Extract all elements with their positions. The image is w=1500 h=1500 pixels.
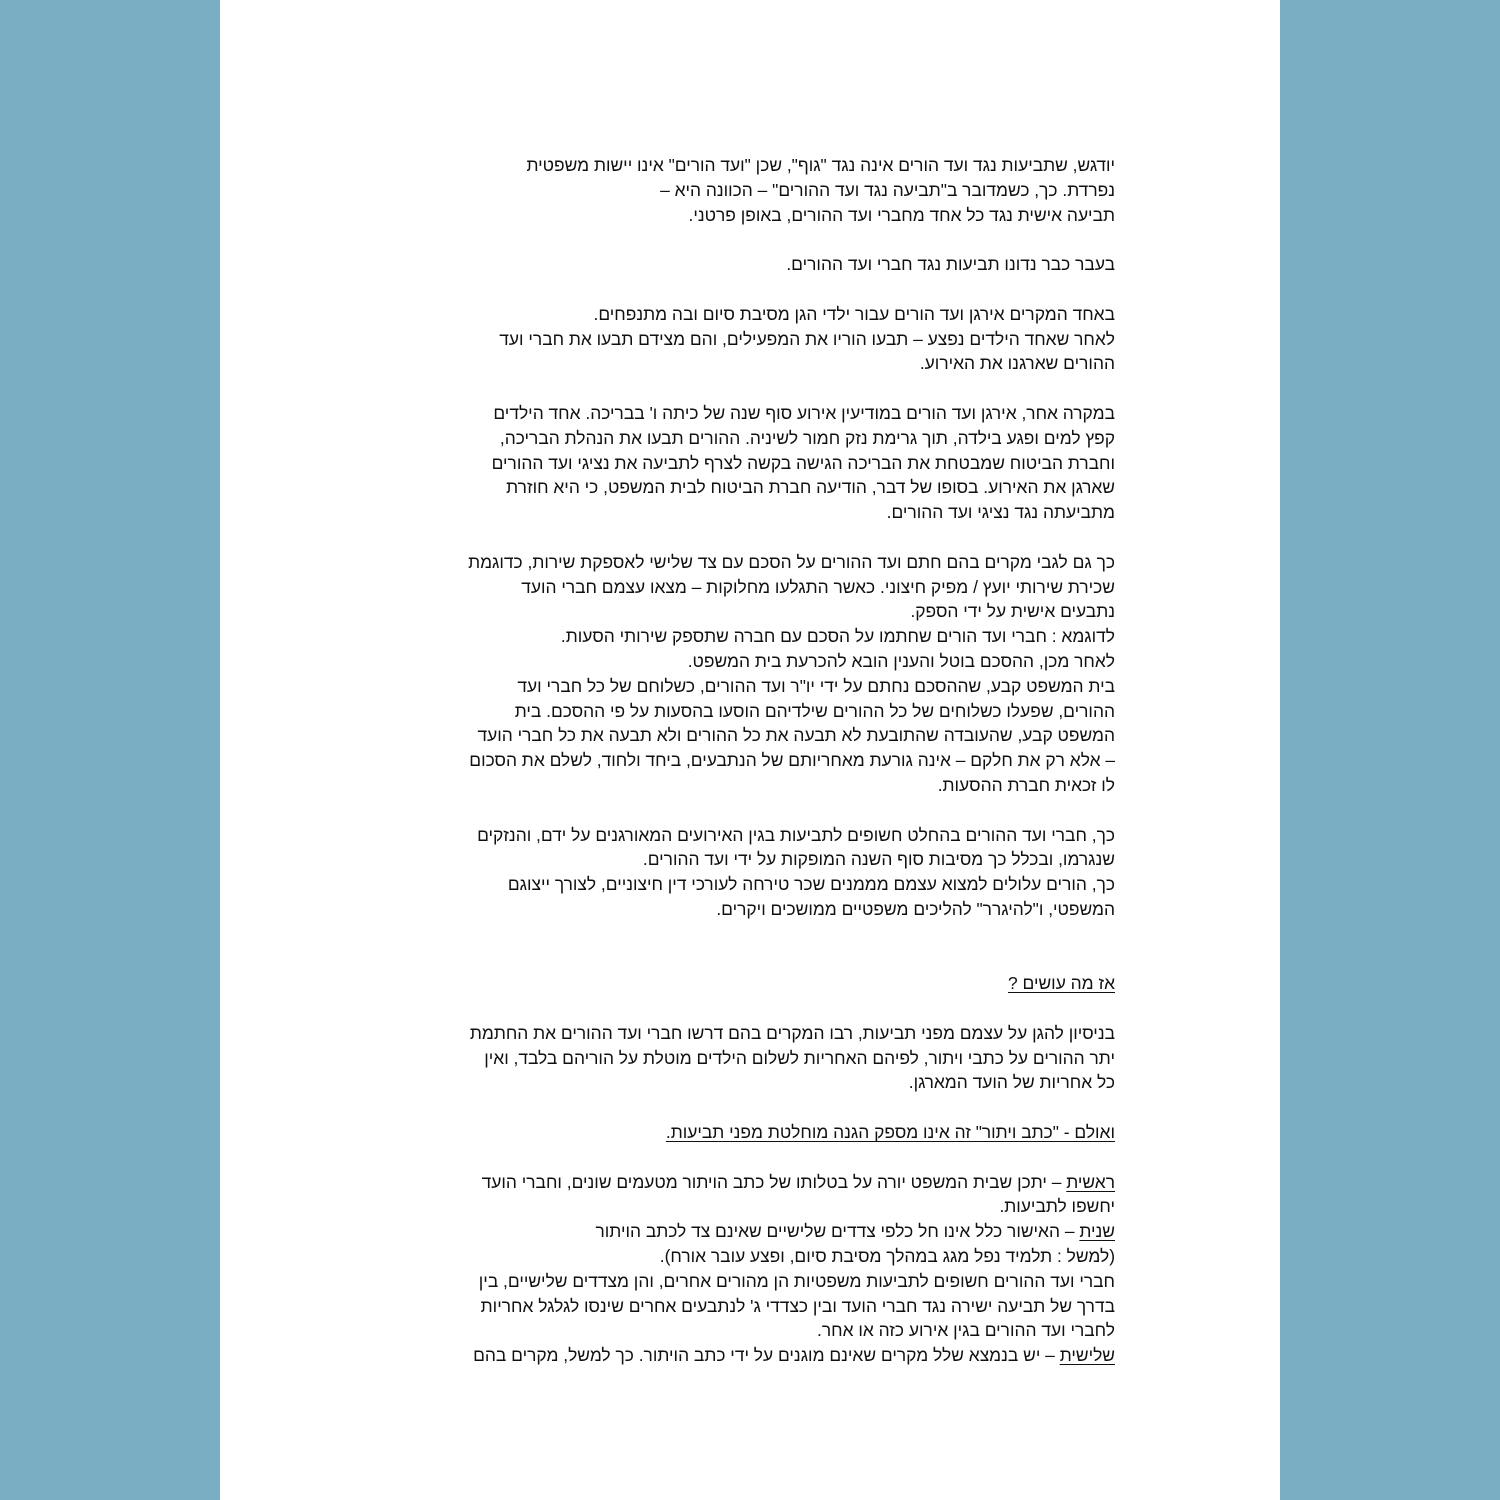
third-rest: – יש בנמצא שלל מקרים שאינם מוגנים על ידי כתב הויתור. כך למשל, מקרים בהם: [473, 1345, 1060, 1366]
text-line: שכירת שירותי יועץ / מפיק חיצוני. כאשר התגלעו מחלוקות – מצאו עצמם חברי הועד: [521, 576, 1115, 597]
text-line: קפץ למים ופגע בילדה, תוך גרימת נזק חמור לשיניה. ההורים תבעו את הנהלת הבריכה,: [499, 427, 1115, 448]
first-rest: – יתכן שבית המשפט יורה על בטלותו של כתב הויתור מטעמים שונים, וחברי הועד: [481, 1171, 1067, 1192]
text-line: בניסיון להגן על עצמם מפני תביעות, רבו המקרים בהם דרשו חברי ועד ההורים את החתמת: [469, 1022, 1115, 1043]
third-label: שלישית: [1059, 1345, 1115, 1366]
text-line: – אלא רק את חלקם – אינה גורעת מאחריותם של הנתבעים, ביחד ולחוד, לשלם את הסכום: [469, 750, 1115, 771]
text-line: לדוגמא : חברי ועד הורים שחתמו על הסכם עם חברה שתספק שירותי הסעות.: [560, 626, 1115, 647]
text-line: יודגש, שתביעות נגד ועד הורים אינה נגד "גוף", שכן "ועד הורים" אינו יישות משפטית: [526, 155, 1115, 175]
document-page: [220, 0, 1280, 1500]
text-line: כך, הורים עלולים למצוא עצמם מממנים שכר טירחה לעורכי דין חיצוניים, לצורך ייצוגם: [507, 874, 1115, 895]
text-line: בית המשפט קבע, שההסכם נחתם על ידי יו"ר ועד ההורים, כשלוחם של כל חברי ועד: [517, 675, 1115, 696]
paragraph-past-claims: [375, 252, 1115, 277]
text-line: נפרדת. כך, כשמדובר ב"תביעה נגד ועד ההורים" – הכוונה היא –: [660, 179, 1115, 200]
text-line: וחברת הביטוח שמבטחת את הבריכה הגישה בקשה לצרף לתביעה את נציגי ועד ההורים: [491, 452, 1115, 473]
text-line: שארגן את האירוע. בסופו של דבר, הודיעה חברת הביטוח לבית המשפט, כי היא חוזרת: [506, 477, 1115, 498]
text-line: המשפטי, ו"להיגרר" להליכים משפטיים ממושכים ויקרים.: [716, 898, 1115, 919]
text-line: נתבעים אישית על ידי הספק.: [910, 601, 1115, 622]
paragraph-case-kindergarten: [375, 302, 1115, 376]
text-line: ההורים, שפעלו כשלוחים של כל ההורים שילדיהם הוסעו בהסעות על פי ההסכם. בית: [514, 700, 1115, 721]
text-line: כך גם לגבי מקרים בהם חתם ועד ההורים על הסכם עם צד שלישי לאספקת שירות, כדוגמת: [468, 551, 1115, 572]
text-line: יחשפו לתביעות.: [999, 1196, 1115, 1217]
text-line: (למשל : תלמיד נפל מגג במהלך מסיבת סיום, ופצע עובר אורח).: [659, 1246, 1115, 1267]
text-line: [375, 1170, 1115, 1195]
text-line: לו זכאית חברת ההסעות.: [937, 774, 1115, 795]
text-line: [375, 1343, 1115, 1368]
text-line: לחברי ועד ההורים בגין אירוע כזה או אחר.: [817, 1320, 1115, 1341]
paragraph-intro: [375, 153, 1115, 227]
text-line: בעבר כבר נדונו תביעות נגד חברי ועד ההורים.: [786, 254, 1115, 275]
heading-text: ואולם - "כתב ויתור" זה אינו מספק הגנה מוחלטת מפני תביעות.: [665, 1122, 1115, 1143]
paragraph-exposure: [375, 823, 1115, 922]
text-line: לאחר מכן, ההסכם בוטל והענין הובא להכרעת בית המשפט.: [687, 650, 1115, 671]
text-line: ההורים שארגנו את האירוע.: [919, 353, 1115, 374]
second-rest: – האישור כלל אינו חל כלפי צדדים שלישיים שאינם צד לכתב הויתור: [595, 1221, 1080, 1242]
heading-text: אז מה עושים ?: [1008, 973, 1115, 994]
text-line: בדרך של תביעה ישירה נגד חברי הועד ובין כצדדי ג' לנתבעים אחרים שינסו לגלגל אחריות: [480, 1295, 1115, 1316]
text-line: חברי ועד ההורים חשופים לתביעות משפטיות הן מהורים אחרים, והן מצדדים שלישיים, בין: [478, 1270, 1115, 1291]
text-line: תביעה אישית נגד כל אחד מחברי ועד ההורים, באופן פרטני.: [688, 204, 1115, 225]
section-heading-what-to-do: [375, 971, 1115, 996]
document-body: [375, 153, 1115, 1393]
paragraph-reasons: [375, 1170, 1115, 1368]
text-line: לאחר שאחד הילדים נפצע – תבעו הוריו את המפעילים, והם מצידם תבעו את חברי ועד: [499, 328, 1115, 349]
text-line: באחד המקרים אירגן ועד הורים עבור ילדי הגן מסיבת סיום ובה מתנפחים.: [593, 303, 1115, 324]
section-heading-waiver-limits: [375, 1120, 1115, 1145]
text-line: יתר ההורים על כתבי ויתור, לפיהם האחריות לשלום הילדים מוטלת על הוריהם בלבד, ואין: [484, 1047, 1115, 1068]
second-label: שנית: [1079, 1221, 1115, 1242]
paragraph-waivers: [375, 1021, 1115, 1095]
text-line: [375, 1219, 1115, 1244]
text-line: מתביעתה נגד נציגי ועד ההורים.: [886, 502, 1115, 523]
text-line: שנגרמו, ובכלל כך מסיבות סוף השנה המופקות על ידי ועד ההורים.: [642, 849, 1115, 870]
text-line: המשפט קבע, שהעובדה שהתובעת לא תבעה את כל ההורים ולא תבעה את כל חברי הועד: [477, 725, 1115, 746]
paragraph-case-pool: [375, 401, 1115, 525]
first-label: ראשית: [1066, 1171, 1115, 1192]
text-line: כל אחריות של הועד המארגן.: [908, 1072, 1115, 1093]
text-line: כך, חברי ועד ההורים בהחלט חשופים לתביעות בגין האירועים המאורגנים על ידם, והנזקים: [477, 824, 1115, 845]
text-line: במקרה אחר, אירגן ועד הורים במודיעין אירוע סוף שנה של כיתה ו' בבריכה. אחד הילדים: [493, 402, 1115, 423]
paragraph-third-party: [375, 550, 1115, 798]
